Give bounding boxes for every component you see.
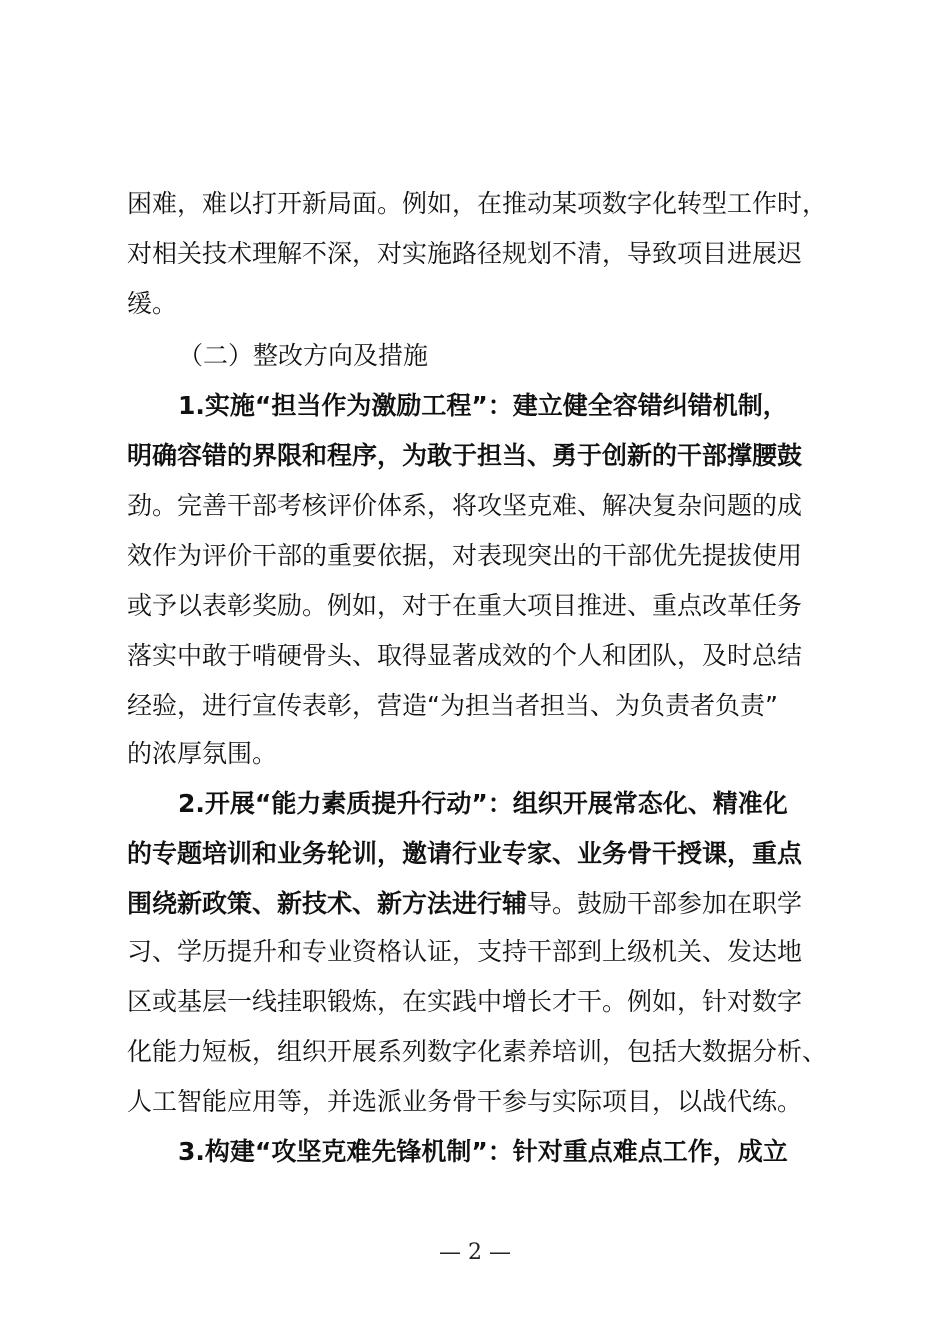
measure-1-heading-cont: 明确容错的界限和程序，为敢于担当、勇于创新的干部撑腰鼓 xyxy=(127,441,803,470)
measure-2-heading: 2.开展“能力素质提升行动”：组织开展常态化、精准化 xyxy=(178,789,788,818)
body-line: 化能力短板，组织开展系列数字化素养培训，包括大数据分析、 xyxy=(127,1037,828,1066)
body-line: 习、学历提升和专业资格认证，支持干部到上级机关、发达地 xyxy=(127,937,803,966)
body-line: 缓。 xyxy=(127,289,178,318)
page-number: — 2 — xyxy=(439,1240,511,1265)
body-line: 人工智能应用等，并选派业务骨干参与实际项目，以战代练。 xyxy=(127,1087,803,1116)
mixed-line xyxy=(127,888,802,920)
body-line: 劲。完善干部考核评价体系，将攻坚克难、解决复杂问题的成 xyxy=(127,491,803,520)
body-line: 的浓厚氛围。 xyxy=(127,739,278,768)
body-line: 对相关技术理解不深，对实施路径规划不清，导致项目进展迟 xyxy=(127,239,803,268)
body-line: 困难，难以打开新局面。例如，在推动某项数字化转型工作时， xyxy=(127,189,828,218)
body-line: 经验，进行宣传表彰，营造“为担当者担当、为负责者负责” xyxy=(127,691,778,720)
body-line: 效作为评价干部的重要依据，对表现突出的干部优先提拔使用 xyxy=(127,541,803,570)
body-line: 或予以表彰奖励。例如，对于在重大项目推进、重点改革任务 xyxy=(127,591,803,620)
body-line: 区或基层一线挂职锻炼，在实践中增长才干。例如，针对数字 xyxy=(127,987,803,1016)
body-text: 导。鼓励干部参加在职学 xyxy=(527,889,803,918)
measure-2-heading-end: 围绕新政策、新技术、新方法进行辅 xyxy=(127,889,528,918)
body-line: 落实中敢于啃硬骨头、取得显著成效的个人和团队，及时总结 xyxy=(127,641,803,670)
measure-3-heading: 3.构建“攻坚克难先锋机制”：针对重点难点工作，成立 xyxy=(178,1137,788,1166)
measure-1-heading: 1.实施“担当作为激励工程”：建立健全容错纠错机制， xyxy=(178,391,788,420)
measure-2-heading-cont: 的专题培训和业务轮训，邀请行业专家、业务骨干授课，重点 xyxy=(127,839,803,868)
section-heading: （二）整改方向及措施 xyxy=(178,341,429,370)
